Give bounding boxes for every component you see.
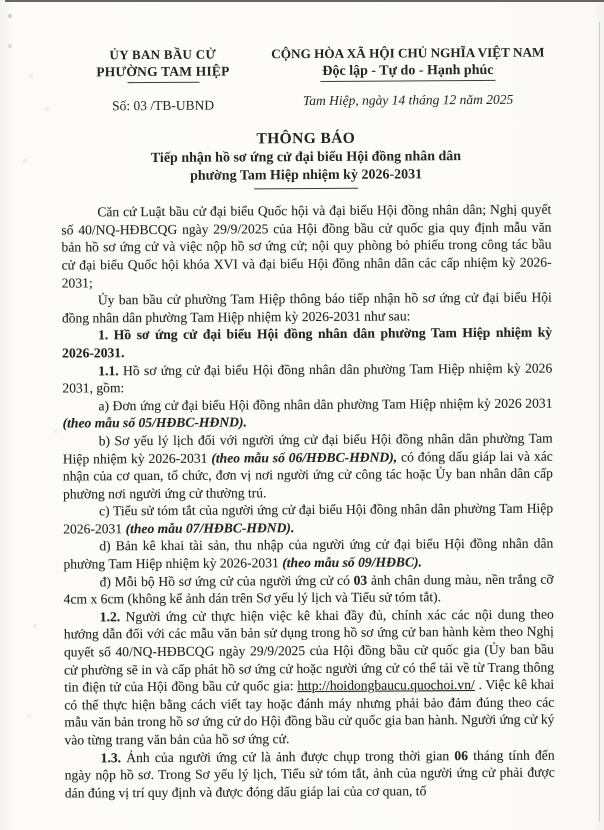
- text-segment: Người ứng cử thực hiện việc kê khai đầy đủ, chính xác các nội dung theo hướng dẫn đối với các mẫu văn bản sử dụng trong hồ sơ ứng cử ban hành kèm theo Nghị quyết số 40/NQ-HĐBCQG ngày 29/9/2025 của Hội đồng bầu cử quốc gia (Ủy ban bầu cử phường sẽ in và cấp phát hồ sơ ứng cử hoặc người ứng cử có thể tải về từ Trang thông tin điện tử của Hội đồng bầu cử quốc gia:: [63, 606, 555, 695]
- document-body: [61, 201, 555, 802]
- text-segment: (theo mẫu số 06/HĐBC-HĐND),: [211, 449, 398, 466]
- document-subtitle-line2: phường Tam Hiệp nhiệm kỳ 2026-2031: [189, 167, 423, 184]
- paragraph-legal-basis: [61, 201, 552, 292]
- clause-b: [63, 429, 553, 502]
- text-segment: Ảnh của người ứng cử là ảnh được chụp trong thời gian: [120, 747, 455, 765]
- text-segment: b) Sơ yếu lý lịch đối với người ứng cử đại biểu Hội đồng nhân dân phường Tam Hiệp nhiệm kỳ 2026-2031: [62, 430, 553, 467]
- text-segment: ảnh chân dung màu, nền trắng cỡ 4cm x 6cm (không kể ảnh dán trên Sơ yếu lý lịch và Tiểu sử tóm tắt).: [63, 571, 554, 607]
- clause-1-2: [64, 605, 555, 749]
- text-segment: Ủy ban bầu cử phường Tam Hiệp thông báo tiếp nhận hồ sơ ứng cử đại biểu Hội đồng nhân dân phường Tam Hiệp nhiệm kỳ 2026-2031 như sau:: [61, 289, 552, 326]
- title-underline: [254, 188, 358, 190]
- document-title: THÔNG BÁO: [256, 129, 356, 148]
- document-number: Số: 03 /TB-UBND: [112, 97, 215, 114]
- national-heading-block: [265, 45, 550, 110]
- text-segment: 03: [353, 572, 368, 588]
- clause-c: [63, 500, 553, 538]
- text-segment: tháng tính đến ngày nộp hồ sơ. Trong Sơ yếu lý lịch, Tiểu sử tóm tắt, ảnh của người ứng cử phải được dán đúng vị trí quy định và được đóng dấu giáp lai của cơ quan, tổ: [64, 747, 555, 801]
- clause-dd: [63, 570, 553, 608]
- text-segment: 1. Hồ sơ ứng cử đại biểu Hội đồng nhân dân phường Tam Hiệp nhiệm kỳ 2026-2031.: [62, 324, 553, 361]
- issuing-org-ward: PHƯỜNG TAM HIỆP: [96, 63, 230, 80]
- national-motto-line2: Độc lập - Tự do - Hạnh phúc: [320, 63, 495, 82]
- paragraph-announcement: [62, 289, 552, 327]
- document-subtitle-line1: Tiếp nhận hồ sơ ứng cử đại biểu Hội đồng nhân dân: [150, 149, 462, 167]
- text-segment: Căn cứ Luật bầu cử đại biểu Quốc hội và đại biểu Hội đồng nhân dân; Nghị quyết số 40/NQ-HĐBCQG ngày 29/9/2025 của Hội đồng bầu cử quốc gia quy định mẫu văn bản hồ sơ ứng cử và việc nộp hồ sơ ứng cử; nội quy phòng bỏ phiếu trong công tác bầu cử đại biểu Quốc hội khóa XVI và đại biểu Hội đồng nhân dân các cấp nhiệm kỳ 2026-2031;: [61, 201, 552, 291]
- text-segment: đ) Mỗi bộ Hồ sơ ứng cử của người ứng cử có: [99, 572, 354, 589]
- issuing-org-block: [60, 46, 265, 114]
- text-segment: d) Bản kê khai tài sản, thu nhập của người ứng cử đại biểu Hội đồng nhân dân phường Tam Hiệp nhiệm kỳ 2026-2031: [63, 536, 554, 572]
- issuing-org-name: ỦY BAN BẦU CỬ: [109, 46, 217, 63]
- text-segment: (theo mẫu số 05/HĐBC-HĐND).: [62, 414, 247, 431]
- text-segment: 1.2.: [99, 609, 121, 625]
- national-motto-line1: CỘNG HÒA XÃ HỘI CHỦ NGHĨA VIỆT NAM: [271, 44, 545, 62]
- text-segment: (theo mẫu số 09/HĐBC).: [282, 554, 422, 571]
- text-segment: (theo mẫu 07/HĐBC-HĐND).: [125, 520, 295, 537]
- document-header: [60, 45, 550, 115]
- section-1-heading: [62, 324, 552, 362]
- clause-d: [63, 535, 553, 573]
- text-segment: . Việc kê khai có thể thực hiện bằng cách viết tay hoặc đánh máy nhưng phải bảo đảm đúng theo các mẫu văn bản trong hồ sơ ứng cử do Hội đồng bầu cử quốc gia ban hành. Người ứng cử ký vào từng trang văn bản của hồ sơ ứng cử.: [64, 676, 555, 748]
- clause-a: [62, 394, 552, 432]
- place-and-date: Tam Hiệp, ngày 14 tháng 12 năm 2025: [302, 91, 514, 109]
- text-segment: 1.3.: [100, 749, 122, 765]
- document-title-block: [61, 129, 551, 191]
- text-segment: có đóng dấu giáp lai và xác nhận của cơ quan, tổ chức, đơn vị nơi người ứng cử công tác hoặc Ủy ban nhân dân cấp phường nơi người ứng cử thường trú.: [62, 448, 553, 502]
- text-segment: Hồ sơ ứng cử đại biểu Hội đồng nhân dân phường Tam Hiệp nhiệm kỳ 2026 2031, gồm:: [62, 360, 553, 396]
- text-segment: 1.1.: [98, 362, 119, 378]
- clause-1-3: [65, 746, 555, 802]
- text-segment: 06: [454, 747, 469, 763]
- clause-1-1: [62, 359, 552, 397]
- text-segment: c) Tiểu sử tóm tắt của người ứng cử đại biểu Hội đồng nhân dân phường Tam Hiệp 2026-2031: [63, 500, 554, 537]
- text-segment: a) Đơn ứng cử đại biểu Hội đồng nhân dân phường Tam Hiệp nhiệm kỳ 2026 2031: [98, 395, 553, 414]
- text-segment: http://hoidongbaucu.quochoi.vn/: [297, 677, 475, 694]
- org-underline: [127, 82, 199, 83]
